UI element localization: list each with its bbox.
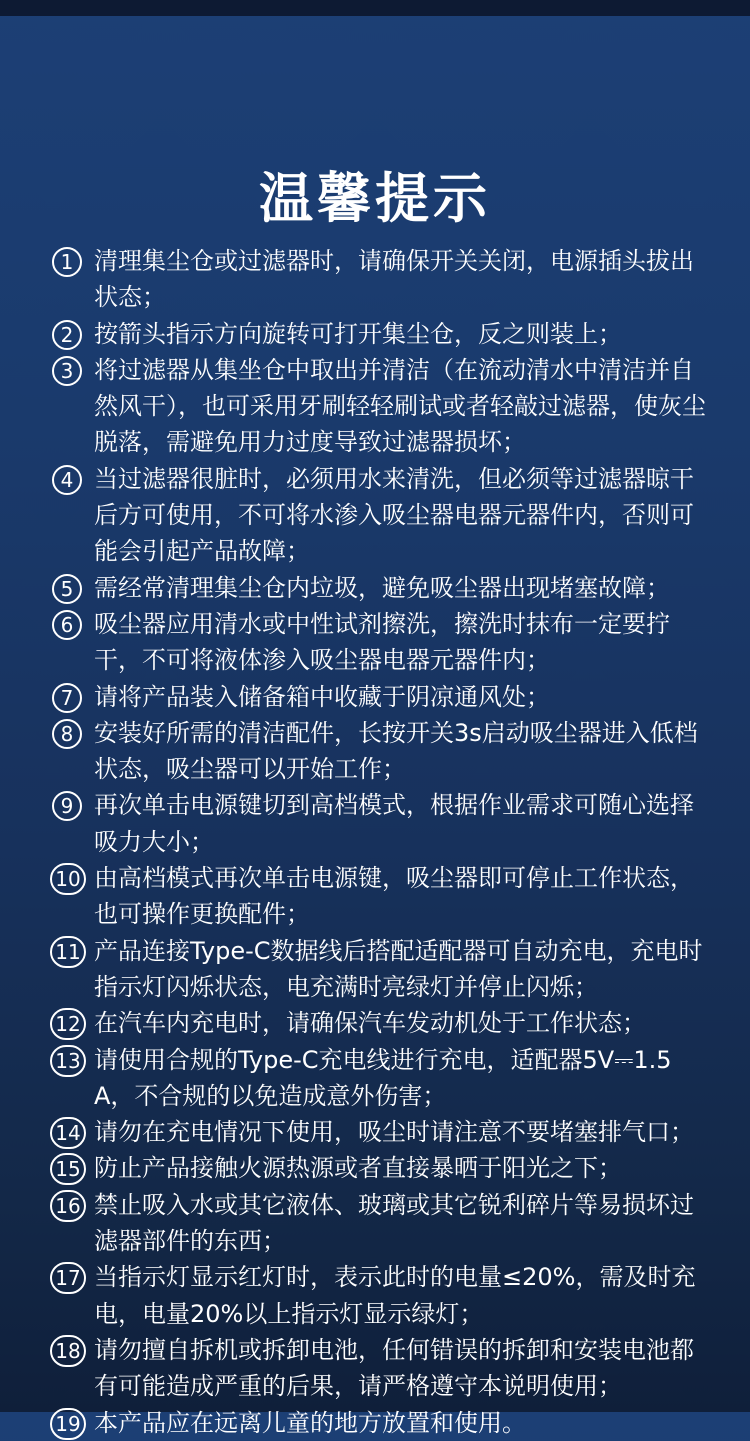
tip-item: [50, 316, 710, 352]
tip-item: [50, 352, 710, 461]
tip-number-badge: 3: [52, 356, 82, 386]
tip-text: 请勿在充电情况下使用，吸尘时请注意不要堵塞排气口；: [94, 1118, 694, 1147]
tip-number-badge: 16: [50, 1190, 86, 1222]
tip-number-badge: 1: [52, 247, 82, 277]
tip-item: [50, 1405, 710, 1441]
top-bar: [0, 0, 750, 16]
tip-text: 在汽车内充电时，请确保汽车发动机处于工作状态；: [94, 1009, 646, 1038]
tip-text: 当指示灯显示红灯时，表示此时的电量≤20%，需及时充电，电量20%以上指示灯显示绿灯；: [94, 1263, 696, 1328]
tip-number-badge: 19: [50, 1408, 86, 1440]
tip-text: 再次单击电源键切到高档模式，根据作业需求可随心选择吸力大小；: [94, 791, 694, 856]
tip-text: 当过滤器很脏时，必须用水来清洗，但必须等过滤器晾干后方可使用，不可将水渗入吸尘器电器元器件内，否则可能会引起产品故障；: [94, 464, 694, 566]
tip-number-badge: 7: [52, 683, 82, 713]
tip-number-badge: 12: [50, 1008, 86, 1040]
tip-text: 防止产品接触火源热源或者直接暴晒于阳光之下；: [94, 1154, 622, 1183]
tips-list: [50, 243, 710, 1441]
tip-number-badge: 9: [52, 791, 82, 821]
tip-number-badge: 13: [50, 1045, 86, 1077]
page-title: 温馨提示: [259, 167, 491, 231]
tip-text: 安装好所需的清洁配件，长按开关3s启动吸尘器进入低档状态，吸尘器可以开始工作；: [94, 718, 698, 784]
tip-number-badge: 11: [50, 936, 86, 968]
tip-text: 请将产品装入储备箱中收藏于阴凉通风处；: [94, 682, 550, 711]
tip-item: [50, 1005, 710, 1041]
tip-item: [50, 461, 710, 570]
tip-item: [50, 570, 710, 606]
tip-text: 按箭头指示方向旋转可打开集尘仓，反之则装上；: [94, 319, 622, 348]
tip-item: [50, 1187, 710, 1260]
tip-number-badge: 8: [52, 719, 82, 749]
tip-text: 请勿擅自拆机或拆卸电池，任何错误的拆卸和安装电池都有可能造成严重的后果，请严格遵守本说明使用；: [94, 1335, 694, 1401]
tip-text: 将过滤器从集坐仓中取出并清洁（在流动清水中清洁并自然风干），也可采用牙刷轻轻刷试或者轻敲过滤器，使灰尘脱落，需避免用力过度导致过滤器损坏；: [94, 355, 706, 457]
tip-text: 产品连接Type-C数据线后搭配适配器可自动充电，充电时指示灯闪烁状态，电充满时亮绿灯并停止闪烁；: [94, 936, 703, 1001]
tip-item: [50, 1114, 710, 1150]
tip-text: 由高档模式再次单击电源键，吸尘器即可停止工作状态，也可操作更换配件；: [94, 864, 694, 929]
tip-item: [50, 1042, 710, 1115]
tip-text: 禁止吸入水或其它液体、玻璃或其它锐利碎片等易损坏过滤器部件的东西；: [94, 1190, 694, 1256]
tip-number-badge: 15: [50, 1153, 86, 1185]
tip-item: [50, 1150, 710, 1186]
tip-item: [50, 679, 710, 715]
tip-number-badge: 4: [52, 465, 82, 495]
tip-number-badge: 18: [50, 1335, 86, 1367]
tip-number-badge: 6: [52, 610, 82, 640]
tip-number-badge: 17: [50, 1262, 86, 1294]
tip-item: [50, 933, 710, 1006]
tip-text: 吸尘器应用清水或中性试剂擦洗，擦洗时抹布一定要拧干，不可将液体渗入吸尘器电器元器件内；: [94, 609, 670, 675]
tip-text: 清理集尘仓或过滤器时，请确保开关关闭，电源插头拔出状态；: [94, 247, 694, 312]
tip-item: [50, 787, 710, 860]
tip-item: [50, 1259, 710, 1332]
tip-text: 需经常清理集尘仓内垃圾，避免吸尘器出现堵塞故障；: [94, 573, 670, 602]
tip-item: [50, 243, 710, 316]
tip-number-badge: 14: [50, 1117, 86, 1149]
tip-item: [50, 715, 710, 788]
tip-text: 请使用合规的Type-C充电线进行充电，适配器5V⎓1.5A，不合规的以免造成意外伤害；: [94, 1045, 672, 1110]
tip-item: [50, 606, 710, 679]
tip-text: 本产品应在远离儿童的地方放置和使用。: [94, 1408, 526, 1437]
tip-item: [50, 1332, 710, 1405]
tip-number-badge: 2: [52, 320, 82, 350]
tip-number-badge: 5: [52, 574, 82, 604]
tip-number-badge: 10: [50, 863, 86, 895]
tip-item: [50, 860, 710, 933]
